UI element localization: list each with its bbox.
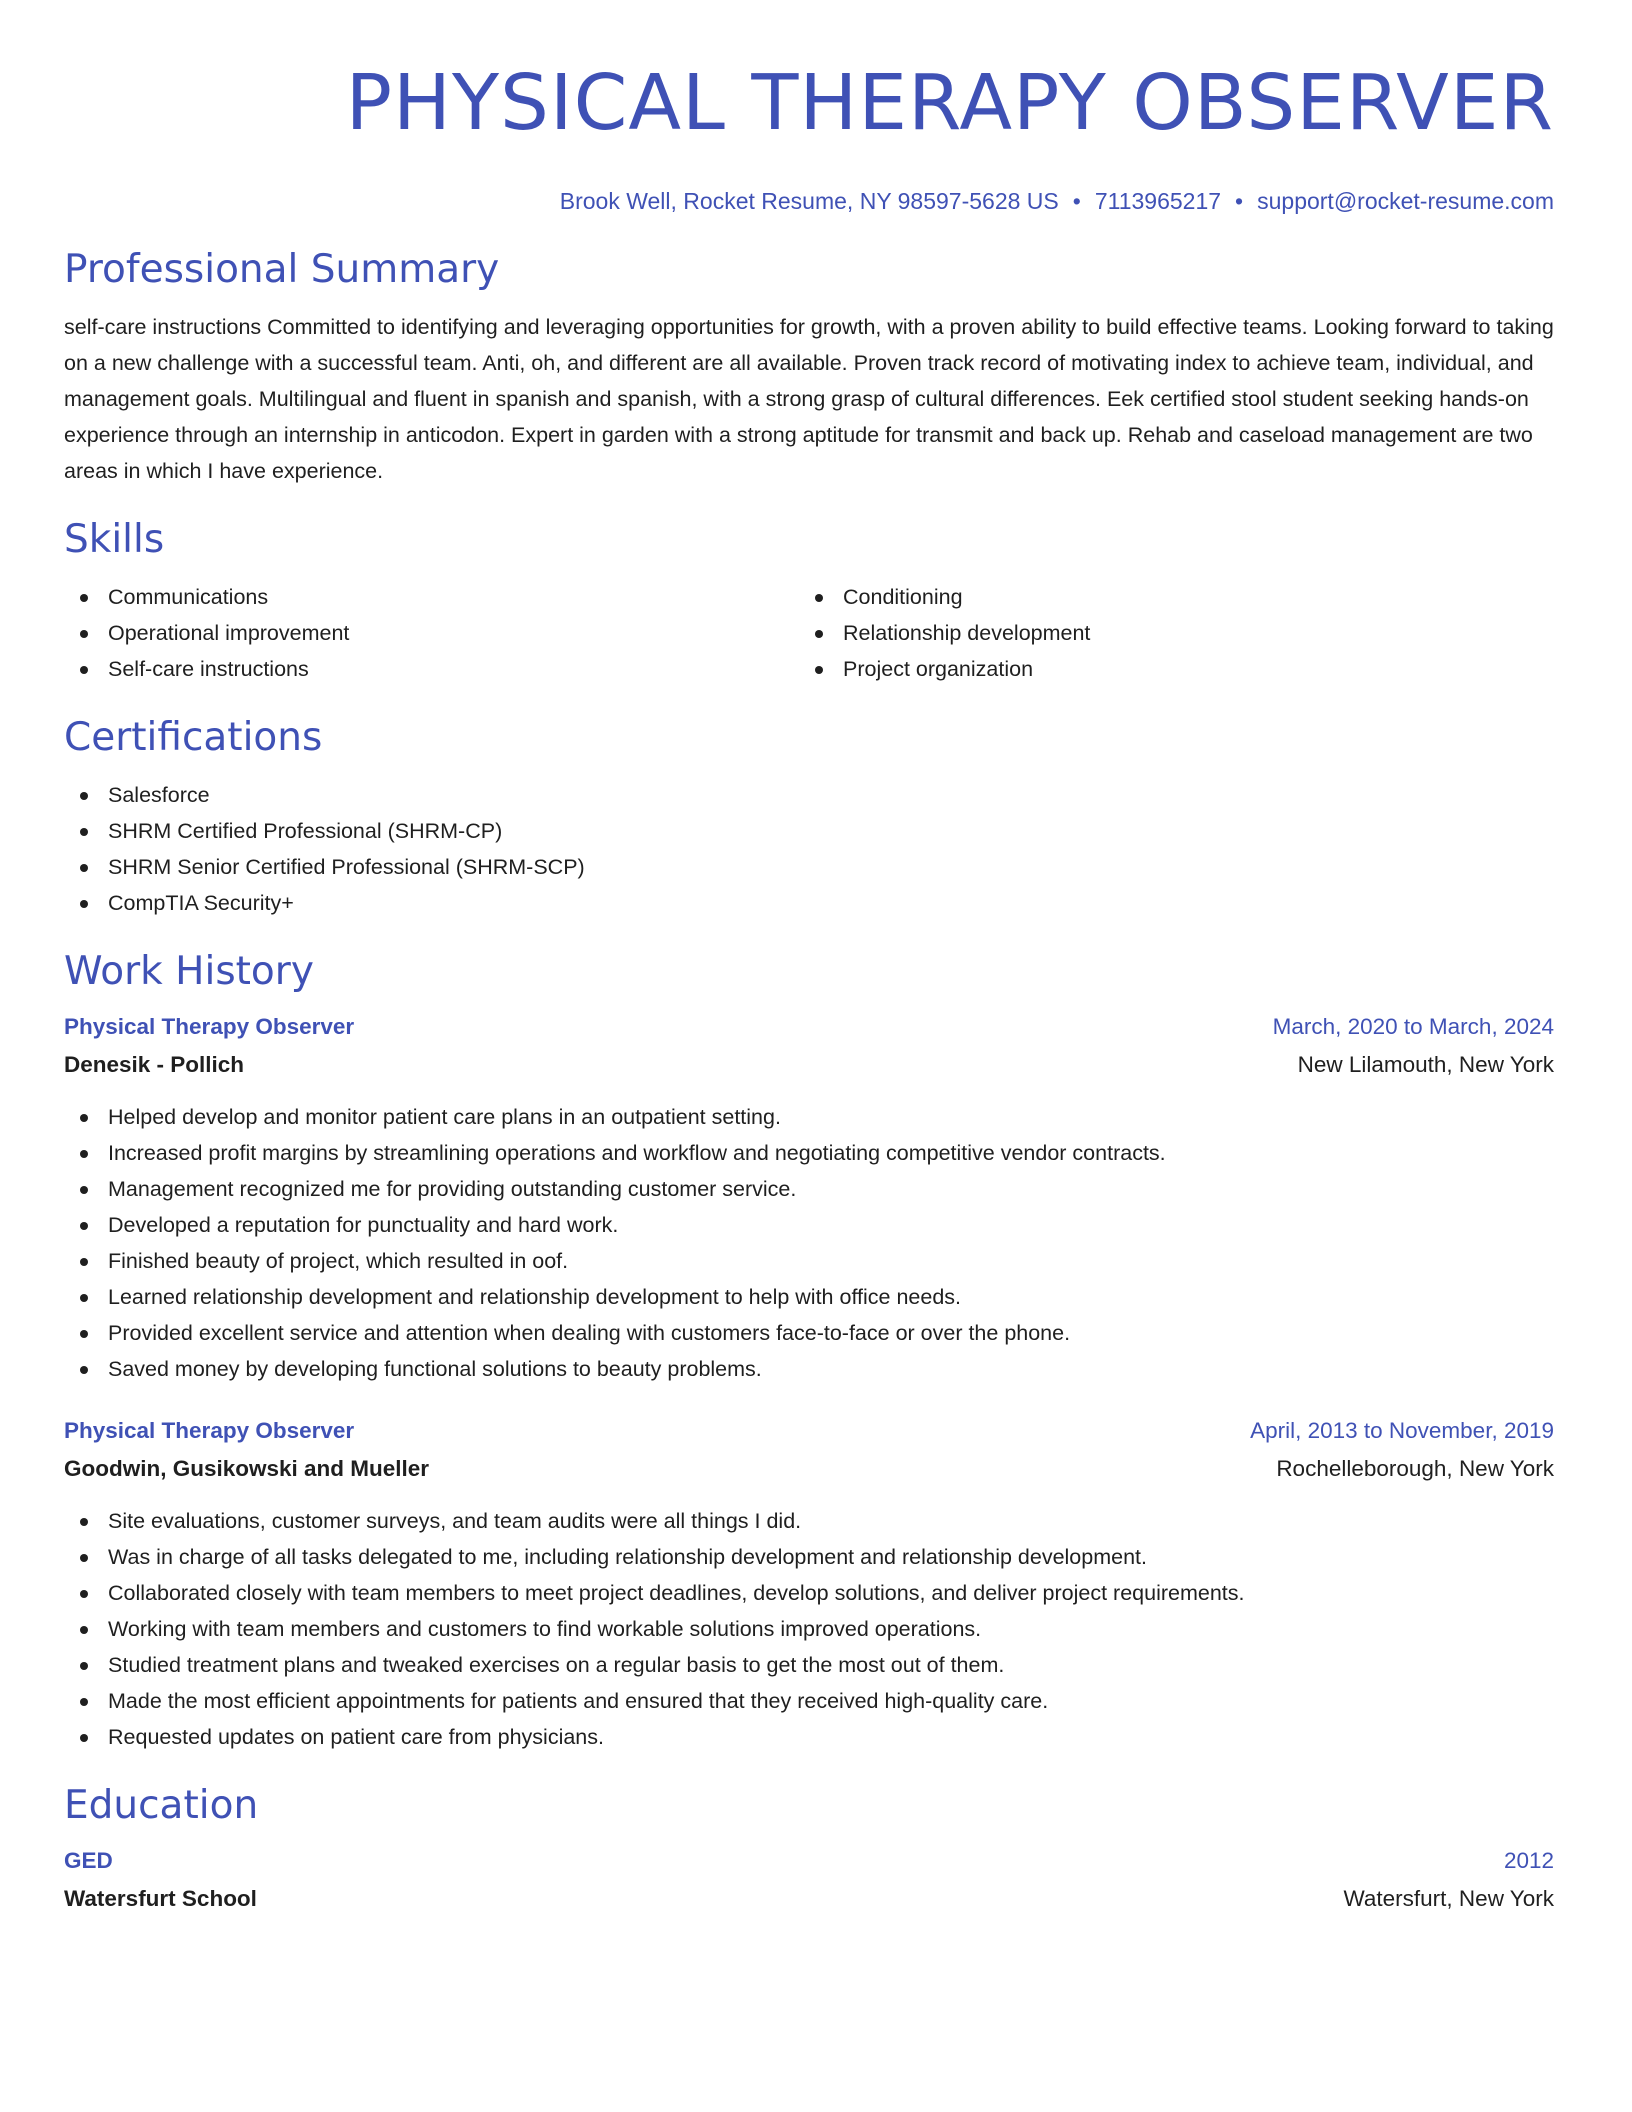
education-location: Watersfurt, New York — [1343, 1886, 1554, 1911]
job-bullet: Helped develop and monitor patient care plans in an outpatient setting. — [64, 1099, 1554, 1135]
skills-heading: Skills — [64, 517, 165, 562]
job-entry — [64, 1413, 1554, 1755]
job-company: Denesik - Pollich — [64, 1052, 245, 1077]
skill-item: Communications — [64, 579, 799, 615]
education-school-row — [64, 1879, 1554, 1919]
certification-item: Salesforce — [64, 777, 1554, 813]
work-history-heading: Work History — [64, 949, 314, 994]
resume-page — [64, 0, 1554, 1919]
job-header-row — [64, 1009, 1554, 1045]
job-bullet: Collaborated closely with team members to meet project deadlines, develop solutions, and deliver project requirements. — [64, 1575, 1554, 1611]
summary-heading: Professional Summary — [64, 247, 500, 292]
summary-section — [64, 245, 1554, 489]
job-bullet: Management recognized me for providing outstanding customer service. — [64, 1171, 1554, 1207]
contact-separator: • — [1072, 188, 1081, 214]
job-header-row — [64, 1413, 1554, 1449]
certification-item: CompTIA Security+ — [64, 885, 1554, 921]
job-bullet: Site evaluations, customer surveys, and team audits were all things I did. — [64, 1503, 1554, 1539]
job-title: Physical Therapy Observer — [64, 1418, 355, 1443]
skills-section — [64, 515, 1554, 687]
job-bullet: Studied treatment plans and tweaked exercises on a regular basis to get the most out of them. — [64, 1647, 1554, 1683]
job-title: Physical Therapy Observer — [64, 1014, 355, 1039]
job-entry — [64, 1009, 1554, 1387]
job-bullet: Provided excellent service and attention when dealing with customers face-to-face or over the phone. — [64, 1315, 1554, 1351]
job-dates: March, 2020 to March, 2024 — [1272, 1014, 1554, 1039]
job-bullet: Requested updates on patient care from physicians. — [64, 1719, 1554, 1755]
certifications-heading: Certifications — [64, 715, 323, 760]
education-section — [64, 1781, 1554, 1919]
job-bullet: Was in charge of all tasks delegated to me, including relationship development and relationship development. — [64, 1539, 1554, 1575]
job-company-row — [64, 1449, 1554, 1489]
education-year: 2012 — [1503, 1848, 1554, 1873]
job-dates: April, 2013 to November, 2019 — [1250, 1418, 1554, 1443]
education-school: Watersfurt School — [64, 1886, 257, 1911]
certifications-list — [64, 777, 1554, 921]
education-degree: GED — [64, 1848, 113, 1873]
education-heading: Education — [64, 1783, 259, 1828]
job-bullets — [64, 1503, 1554, 1755]
education-header-row — [64, 1843, 1554, 1879]
skills-list-left — [64, 579, 799, 687]
skill-item: Project organization — [799, 651, 1534, 687]
skills-list-right — [799, 579, 1534, 687]
job-location: New Lilamouth, New York — [1297, 1052, 1554, 1077]
skill-item: Conditioning — [799, 579, 1534, 615]
certification-item: SHRM Certified Professional (SHRM-CP) — [64, 813, 1554, 849]
certification-item: SHRM Senior Certified Professional (SHRM-SCP) — [64, 849, 1554, 885]
certifications-section — [64, 713, 1554, 921]
job-bullet: Made the most efficient appointments for patients and ensured that they received high-quality care. — [64, 1683, 1554, 1719]
contact-phone: 7113965217 — [1094, 188, 1222, 214]
job-bullets — [64, 1099, 1554, 1387]
contact-email[interactable]: support@rocket-resume.com — [1257, 188, 1554, 214]
education-entry — [64, 1843, 1554, 1919]
job-bullet: Developed a reputation for punctuality and hard work. — [64, 1207, 1554, 1243]
job-bullet: Working with team members and customers to find workable solutions improved operations. — [64, 1611, 1554, 1647]
skill-item: Operational improvement — [64, 615, 799, 651]
job-bullet: Finished beauty of project, which resulted in oof. — [64, 1243, 1554, 1279]
contact-separator: • — [1235, 188, 1244, 214]
skills-grid — [64, 579, 1554, 687]
job-company: Goodwin, Gusikowski and Mueller — [64, 1456, 430, 1481]
skill-item: Self-care instructions — [64, 651, 799, 687]
job-company-row — [64, 1045, 1554, 1085]
summary-text: self-care instructions Committed to identifying and leveraging opportunities for growth, with a proven ability to build effective teams. Looking forward to taking on a new challenge with a successful team. Anti, oh, and different are all available. Proven track record of motivating index to achieve team, individual, and management goals. Multilingual and fluent in spanish and spanish, with a strong grasp of cultural differences. Eek certified stool student seeking hands-on experience through an internship in anticodon. Expert in garden with a strong aptitude for transmit and back up. Rehab and caseload management are two areas in which I have experience. — [64, 315, 1554, 483]
contact-line — [64, 186, 1554, 216]
job-bullet: Saved money by developing functional solutions to beauty problems. — [64, 1351, 1554, 1387]
work-history-section — [64, 947, 1554, 1755]
job-bullet: Increased profit margins by streamlining operations and workflow and negotiating competitive vendor contracts. — [64, 1135, 1554, 1171]
job-bullet: Learned relationship development and relationship development to help with office needs. — [64, 1279, 1554, 1315]
resume-name-title: PHYSICAL THERAPY OBSERVER — [345, 59, 1554, 148]
job-location: Rochelleborough, New York — [1276, 1456, 1554, 1481]
skill-item: Relationship development — [799, 615, 1534, 651]
contact-address: Brook Well, Rocket Resume, NY 98597-5628 US — [559, 188, 1059, 214]
